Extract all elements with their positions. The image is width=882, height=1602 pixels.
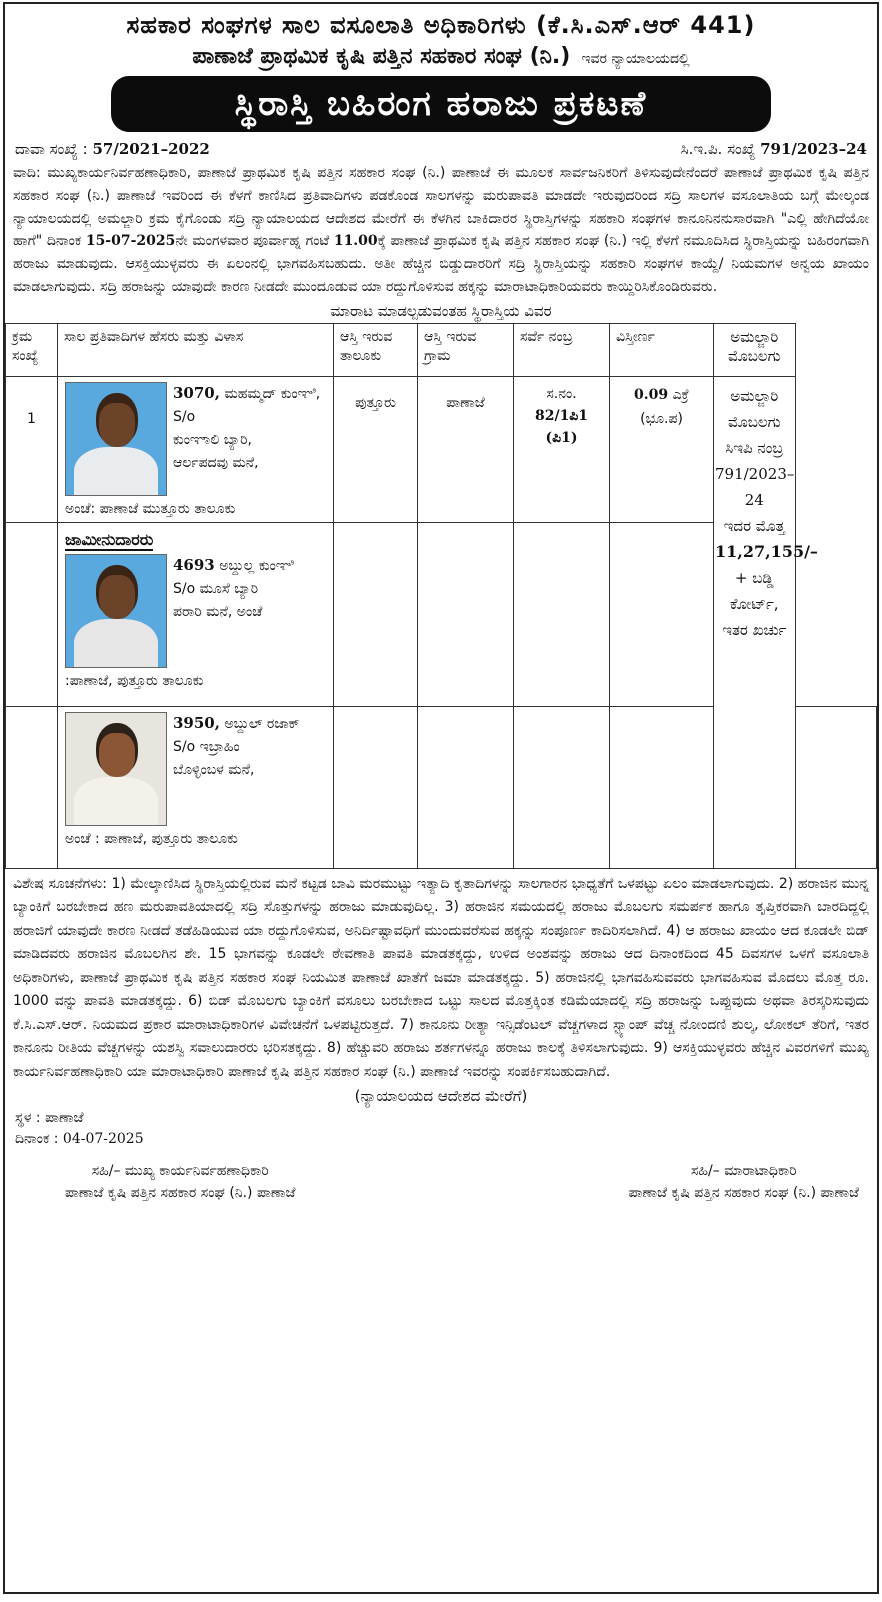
guarantors-title-text: ಜಾಮೀನುದಾರರು	[65, 529, 154, 549]
photo-shirt	[74, 777, 158, 826]
empty-cell	[795, 706, 877, 868]
borrower-photo	[65, 382, 167, 496]
guarantor-line: ಬೊಳ್ಳಿಂಬಳ ಮನೆ,	[173, 761, 255, 778]
ep-value: 791/2023–24	[760, 140, 867, 158]
empty-cell	[610, 522, 714, 706]
area-cell	[610, 376, 714, 522]
claim-label: ದಾವಾ ಸಂಖ್ಯೆ :	[15, 140, 88, 158]
empty-cell	[418, 522, 514, 706]
intro-part-2: ನೇ ಮಂಗಳವಾರ ಪೂರ್ವಾಹ್ನ ಗಂಟೆ	[175, 233, 330, 250]
signature-ceo	[65, 1160, 295, 1204]
table-header-row	[6, 323, 877, 376]
society-name: ಪಾಣಾಜೆ ಪ್ರಾಥಮಿಕ ಕೃಷಿ ಪತ್ತಿನ ಸಹಕಾರ ಸಂಘ (ನಿ.)	[192, 44, 571, 69]
empty-cell	[610, 706, 714, 868]
col-amount: ಅಮಲ್ಜಾರಿ ಮೊಬಲಗು	[714, 323, 796, 376]
serial-cell: 1	[6, 376, 58, 522]
signature-sale-officer	[629, 1160, 859, 1204]
amount-line: ಇದರ ಮೊತ್ತ	[723, 516, 785, 535]
empty-cell	[514, 522, 610, 706]
guarantor-photo	[65, 712, 167, 826]
auction-time: 11.00	[333, 233, 378, 250]
survey-cell	[514, 376, 610, 522]
amount-line: ಕೋರ್ಟ್,	[730, 594, 779, 613]
borrower-block	[59, 378, 332, 496]
guarantor-line: ಪರಾರಿ ಮನೆ, ಅಂಚೆ	[173, 603, 263, 620]
signature-org: ಪಾಣಾಜೆ ಕೃಷಿ ಪತ್ತಿನ ಸಹಕಾರ ಸಂಘ (ನಿ.) ಪಾಣಾಜೆ	[628, 1185, 859, 1202]
amount-line: 791/2023–24	[715, 464, 795, 509]
guarantor-id: 3950,	[173, 713, 220, 732]
property-table	[5, 323, 877, 869]
amount-line: ಸಿಇಪಿ ನಂಬ್ರ	[725, 438, 784, 457]
signature-org: ಪಾಣಾಜೆ ಕೃಷಿ ಪತ್ತಿನ ಸಹಕಾರ ಸಂಘ (ನಿ.) ಪಾಣಾಜೆ	[65, 1185, 296, 1202]
guarantor-line: S/o ಮೂಸೆ ಬ್ಯಾರಿ	[173, 580, 259, 597]
empty-cell	[514, 706, 610, 868]
amount-line: ಮೊಬಲಗು	[727, 412, 781, 431]
claim-value: 57/2021–2022	[92, 140, 210, 158]
case-numbers	[5, 138, 877, 160]
auction-date: 15-07-2025	[85, 233, 176, 250]
guarantor-address: :ಪಾಣಾಜೆ, ಪುತ್ತೂರು ತಾಲೂಕು	[65, 672, 204, 689]
date-value: 04-07-2025	[62, 1131, 144, 1148]
guarantor-block	[59, 550, 332, 668]
signature-title: ಸಹಿ/– ಮಾರಾಟಾಧಿಕಾರಿ	[690, 1163, 797, 1180]
date-line	[15, 1129, 867, 1150]
header-recovery-officer: ಸಹಕಾರ ಸಂಘಗಳ ಸಾಲ ವಸೂಲಾತಿ ಅಧಿಕಾರಿಗಳು (ಕೆ.ಸಿ.ಎಸ್.ಆರ್ 441)	[126, 11, 756, 39]
court-suffix: ಇವರ ನ್ಯಾಯಾಲಯದಲ್ಲಿ	[581, 51, 690, 67]
serial-cell	[6, 522, 58, 706]
village-cell: ಪಾಣಾಜೆ	[418, 376, 514, 522]
date-label: ದಿನಾಂಕ :	[15, 1131, 59, 1148]
survey-sub: (ಪಿ1)	[545, 429, 578, 446]
amount-line: ಇತರ ಖರ್ಚು	[722, 620, 787, 639]
guarantor-line: S/o ಇಬ್ರಾಹಿಂ	[173, 738, 240, 755]
intro-paragraph	[5, 160, 877, 299]
empty-cell	[334, 706, 418, 868]
photo-shirt	[74, 447, 158, 496]
amount-cell	[714, 376, 818, 868]
col-village: ಆಸ್ತಿ ಇರುವ ಗ್ರಾಮ	[418, 323, 514, 376]
borrower-address: ಅಂಚೆ: ಪಾಣಾಜೆ ಮುತ್ತೂರು ತಾಲೂಕು	[65, 500, 236, 517]
col-name-address: ಸಾಲ ಪ್ರತಿವಾದಿಗಳ ಹೆಸರು ಮತ್ತು ವಿಳಾಸ	[58, 323, 334, 376]
guarantor-id: 4693	[173, 555, 215, 574]
photo-face	[99, 733, 135, 777]
photo-face	[99, 575, 135, 619]
signatures	[5, 1150, 877, 1204]
area-unit: ಎಕ್ರೆ	[672, 386, 689, 403]
guarantor-address: ಅಂಚೆ : ಪಾಣಾಜೆ, ಪುತ್ತೂರು ತಾಲೂಕು	[65, 830, 238, 847]
guarantor-name: ಅಬ್ದುಲ್ ರಜಾಕ್	[224, 715, 300, 732]
area-type: (ಭೂ.ಪ)	[640, 410, 683, 427]
survey-label: ಸ.ನಂ.	[546, 385, 577, 402]
ep-number	[681, 138, 867, 160]
photo-shirt	[74, 619, 158, 668]
borrower-name: ಮಹಮ್ಮದ್ ಕುಂಞಿ, S/o	[173, 385, 321, 425]
amount-value: 11,27,155/–	[715, 541, 818, 561]
empty-cell	[418, 706, 514, 868]
notice-page	[3, 2, 879, 1594]
col-survey: ಸರ್ವೆ ನಂಬ್ರ	[514, 323, 610, 376]
guarantors-title	[59, 524, 332, 550]
photo-face	[99, 403, 135, 447]
guarantor-cell	[58, 522, 334, 706]
guarantor-block	[59, 708, 332, 826]
intro-part-1: ವಾದಿ: ಮುಖ್ಯಕಾರ್ಯನಿರ್ವಹಣಾಧಿಕಾರಿ, ಪಾಣಾಜೆ ಪ್ರಾಥಮಿಕ ಕೃಷಿ ಪತ್ತಿನ ಸಹಕಾರ ಸಂಘ (ನಿ.) ಪಾಣಾಜೆ ಈ ಮೂಲಕ ಸಾರ್ವಜನಿಕರಿಗೆ ತಿಳಿಸುವುದೇನೆಂದರೆ ಪಾಣಾಜೆ ಪ್ರಾಥಮಿಕ ಕೃಷಿ ಪತ್ತಿನ ಸಹಕಾರ ಸಂಘ (ನಿ.) ಪಾಣಾಜೆ ಇವರಿಂದ ಈ ಕೆಳಗೆ ಕಾಣಿಸಿದ ಪ್ರತಿವಾದಿಗಳು ಪಡಕೊಂಡ ಸಾಲಗಳನ್ನು ಮರುಪಾವತಿ ಮಾಡದೇ ಇರುವುದರಿಂದ ಸದ್ರಿ ಸಾಲಗಳ ವಸೂಲಾತಿಯ ಬಗ್ಗೆ ಮೇಲ್ಕಂಡ ನ್ಯಾಯಾಲಯದಲ್ಲಿ ಅಮಲ್ಜಾರಿ ಕ್ರಮ ಕೈಗೊಂಡು ಸದ್ರಿ ನ್ಯಾಯಾಲಯದ ಆದೇಶದ ಮೇರೆಗೆ ಈ ಕೆಳಗಿನ ಬಾಕಿದಾರರ ಸ್ಥಿರಾಸ್ತಿಗಳನ್ನು ಸಹಕಾರಿ ಸಂಘಗಳ ಕಾನೂನಿನನುಸಾರವಾಗಿ "ಎಲ್ಲಿ ಹೇಗಿದೆಯೋ ಹಾಗೆ" ದಿನಾಂಕ	[13, 165, 869, 250]
serial-cell	[6, 706, 58, 868]
ep-label: ಸಿ.ಇ.ಪಿ. ಸಂಖ್ಯೆ	[680, 140, 756, 158]
borrower-cell	[58, 376, 334, 522]
place-date	[5, 1108, 877, 1150]
borrower-details	[173, 382, 328, 496]
header-society-line	[5, 42, 877, 72]
area-value: 0.09	[634, 386, 669, 403]
borrower-line: ಆರ್ಲಪದವು ಮನೆ,	[173, 454, 259, 471]
taluk-cell: ಪುತ್ತೂರು	[334, 376, 418, 522]
signature-title: ಸಹಿ/– ಮುಖ್ಯ ಕಾರ್ಯನಿರ್ವಹಣಾಧಿಕಾರಿ	[91, 1163, 269, 1180]
borrower-id: 3070,	[173, 383, 220, 402]
amount-line: + ಬಡ್ಡಿ	[734, 568, 774, 587]
empty-cell	[334, 522, 418, 706]
borrower-line: ಕುಂಞಾಲಿ ಬ್ಯಾರಿ,	[173, 431, 252, 448]
guarantor-details	[173, 712, 300, 826]
col-serial: ಕ್ರಮ ಸಂಖ್ಯೆ	[6, 323, 58, 376]
guarantor-name: ಅಬ್ದುಲ್ಲ ಕುಂಞಿ	[219, 557, 294, 574]
property-table-title: ಮಾರಾಟ ಮಾಡಲ್ಪಡುವಂತಹ ಸ್ಥಿರಾಸ್ತಿಯ ವಿವರ	[330, 301, 552, 320]
amount-line: ಅಮಲ್ಜಾರಿ	[730, 386, 779, 405]
table-row	[6, 376, 877, 522]
guarantor-photo	[65, 554, 167, 668]
court-order-line: (ನ್ಯಾಯಾಲಯದ ಆದೇಶದ ಮೇರೆಗೆ)	[354, 1087, 528, 1106]
special-notes: ವಿಶೇಷ ಸೂಚನೆಗಳು: 1) ಮೇಲ್ಕಾಣಿಸಿದ ಸ್ಥಿರಾಸ್ತಿಯಲ್ಲಿರುವ ಮನೆ ಕಟ್ಟಡ ಬಾವಿ ಮರಮುಟ್ಟು ಇತ್ಯಾದಿ ಕೃತಾದಿಗಳನ್ನು ಸಾಲಗಾರನ ಭಾಧ್ಯತೆಗೆ ಒಳಪಟ್ಟು ಏಲಂ ಮಾಡಲಾಗುವುದು. 2) ಹರಾಜಿನ ಮುನ್ನ ಬ್ಯಾಂಕಿಗೆ ಬರಬೇಕಾದ ಹಣ ಮರುಪಾವತಿಯಾದಲ್ಲಿ ಸದ್ರಿ ಸೊತ್ತುಗಳನ್ನು ಹರಾಜು ಮಾಡುವುದಿಲ್ಲ. 3) ಹರಾಜಿನ ಸಮಯದಲ್ಲಿ ಹರಾಜು ಮೊಬಲಗು ಸಮರ್ಪಕ ಹಾಗೂ ತೃಪ್ತಿಕರವಾಗಿ ಬಾರದಿದ್ದಲ್ಲಿ ಹರಾಜಿಗೆ ಯಾವುದೇ ಕಾರಣ ನೀಡದೆ ತಡೆಹಿಡಿಯುವ ಯಾ ರದ್ದುಗೊಳಿಸುವ, ಅನಿರ್ದಿಷ್ಟಾವಧಿಗೆ ಮುಂದುವರೆಸುವ ಹಕ್ಕನ್ನು ಸಂಪೂರ್ಣ ಕಾದಿರಿಸಲಾಗಿದೆ. 4) ಆ ಹರಾಜು ಖಾಯಂ ಆದ ಕೂಡಲೇ ಬಿಡ್ ಮಾಡಿದವರು ಹರಾಜಿನ ಮೊಬಲಗಿನ ಶೇ. 15 ಭಾಗವನ್ನು ಕೂಡಲೇ ಠೇವಣಾತಿ ಪಾವತಿ ಮಾಡತಕ್ಕದ್ದು, ಉಳಿದ ಅಂಶವನ್ನು ಹರಾಜು ಆದ ದಿನಾಂಕದಿಂದ 45 ದಿವಸಗಳ ಒಳಗೆ ವಸೂಲಾತಿ ಅಧಿಕಾರಿಗಳು, ಪಾಣಾಜೆ ಪ್ರಾಥಮಿಕ ಕೃಷಿ ಪತ್ತಿನ ಸಹಕಾರ ಸಂಘ ನಿಯಮಿತ ಪಾಣಾಜೆ ಖಾತೆಗೆ ಜಮಾ ಮಾಡತಕ್ಕದ್ದು. 5) ಹರಾಜಿನಲ್ಲಿ ಭಾಗವಹಿಸುವವರು ಭಾಗವಹಿಸುವ ಮೊದಲು ಮೊತ್ತ ರೂ. 1000 ವನ್ನು ಪಾವತಿ ಮಾಡತಕ್ಕದ್ದು. 6) ಬಿಡ್ ಮೊಬಲಗು ಬ್ಯಾಂಕಿಗೆ ವಸೂಲು ಬರಬೇಕಾದ ಒಟ್ಟು ಸಾಲದ ಮೊತ್ತಕ್ಕಿಂತ ಕಡಿಮೆಯಾದಲ್ಲಿ ಸದ್ರಿ ಹರಾಜನ್ನು ಒಪ್ಪುವುದು ಅಥವಾ ತಿರಸ್ಕರಿಸುವುದು ಕೆ.ಸಿ.ಎಸ್.ಆರ್. ನಿಯಮದ ಪ್ರಕಾರ ಮಾರಾಟಾಧಿಕಾರಿಗಳ ವಿವೇಚನೆಗೆ ಒಳಪಟ್ಟಿರುತ್ತದೆ. 7) ಕಾನೂನು ರೀತ್ಯಾ ಇನ್ಸಿಡೆಂಟಲ್ ವೆಚ್ಚಗಳಾದ ಸ್ಟ್ಯಾಂಪ್ ವೆಚ್ಚ ನೋಂದಣಿ ಶುಲ್ಕ, ಲೋಕಲ್ ತೆರಿಗೆ, ಇತರ ಕಾನೂನು ರೀತಿಯ ವೆಚ್ಚಗಳನ್ನು ಯಶಸ್ವಿ ಸವಾಲುದಾರರು ಭರಿಸತಕ್ಕದ್ದು. 8) ಹೆಚ್ಚುವರಿ ಹರಾಜು ಶರ್ತಗಳನ್ನೂ ಹರಾಜು ಕಾಲಕ್ಕೆ ತಿಳಿಸಲಾಗುವುದು. 9) ಆಸಕ್ತಿಯುಳ್ಳವರು ಹೆಚ್ಚಿನ ವಿವರಗಳಿಗೆ ಮುಖ್ಯ ಕಾರ್ಯನಿರ್ವಹಣಾಧಿಕಾರಿ ಯಾ ಮಾರಾಟಾಧಿಕಾರಿ ಪಾಣಾಜೆ ಕೃಷಿ ಪತ್ತಿನ ಸಹಕಾರ ಸಂಘ (ನಿ.) ಪಾಣಾಜೆ ಇವರನ್ನು ಸಂಪರ್ಕಿಸಬಹುದಾಗಿದೆ.	[13, 875, 869, 1080]
auction-banner: ಸ್ಥಿರಾಸ್ತಿ ಬಹಿರಂಗ ಹರಾಜು ಪ್ರಕಟಣೆ	[111, 76, 771, 132]
guarantor-details	[173, 554, 294, 668]
guarantor-cell	[58, 706, 334, 868]
claim-number	[15, 138, 210, 160]
col-area: ವಿಸ್ತೀರ್ಣ	[610, 323, 714, 376]
intro-part-3: ಕ್ಕೆ ಪಾಣಾಜೆ ಪ್ರಾಥಮಿಕ ಕೃಷಿ ಪತ್ತಿನ ಸಹಕಾರ ಸಂಘ (ನಿ.) ಇಲ್ಲಿ ಕೆಳಗೆ ನಮೂದಿಸಿದ ಸ್ಥಿರಾಸ್ತಿಯನ್ನು ಬಹಿರಂಗವಾಗಿ ಹರಾಜು ಮಾಡುವುದು. ಆಸಕ್ತಿಯುಳ್ಳವರು ಈ ಏಲಂನಲ್ಲಿ ಭಾಗವಹಿಸಬಹುದು. ಅತೀ ಹೆಚ್ಚಿನ ಬಿಡ್ಡುದಾರರಿಗೆ ಸದ್ರಿ ಸ್ಥಿರಾಸ್ತಿಯನ್ನು ಸಹಕಾರಿ ಸಂಘಗಳ ಕಾಯ್ದೆ/ ನಿಯಮಗಳ ಅನ್ವಯ ಖಾಯಂ ಮಾಡಲಾಗುವುದು. ಸದ್ರಿ ಹರಾಜನ್ನು ಯಾವುದೇ ಕಾರಣ ನೀಡದೇ ಮುಂದೂಡುವ ಯಾ ರದ್ದುಗೊಳಿಸುವ ಹಕ್ಕನ್ನು ಮಾರಾಟಾಧಿಕಾರಿಯವರು ಕಾಯ್ದಿರಿಸಿಕೊಂಡಿರುವರು.	[13, 233, 869, 295]
col-taluk: ಆಸ್ತಿ ಇರುವ ತಾಲೂಕು	[334, 323, 418, 376]
place: ಸ್ಥಳ : ಪಾಣಾಜೆ	[15, 1110, 84, 1127]
survey-number: 82/1ಪಿ1	[534, 407, 589, 424]
